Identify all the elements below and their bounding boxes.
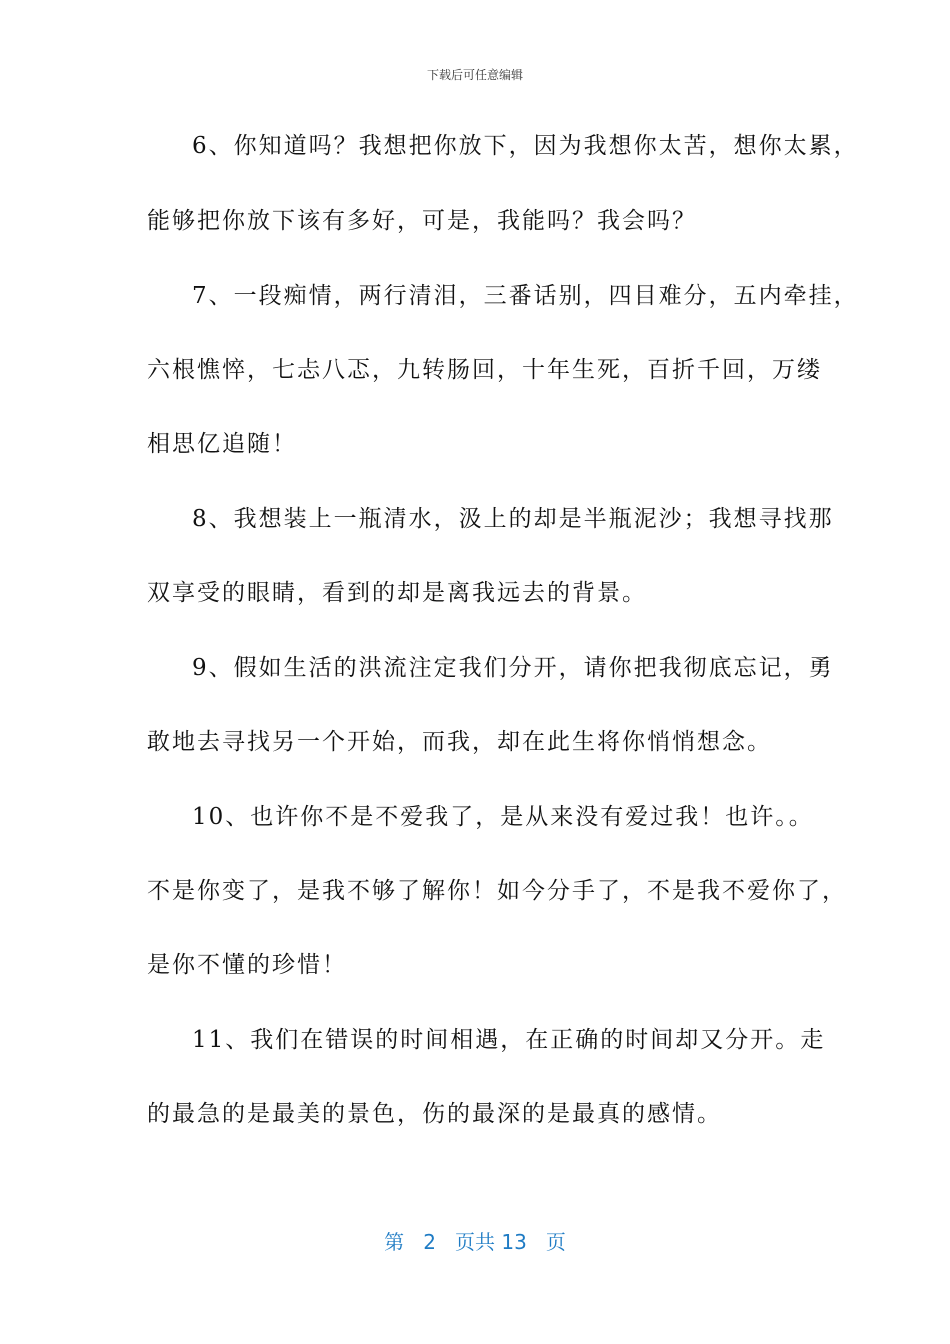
footer-suffix: 页: [545, 1230, 566, 1254]
paragraph-11-line-2: 的最急的是最美的景色，伤的最深的是最真的感情。: [147, 1101, 722, 1127]
footer-middle: 页共: [455, 1230, 495, 1254]
paragraph-7-line-1: 7、一段痴情，两行清泪，三番话别，四目难分，五内牵挂，: [192, 283, 859, 309]
paragraph-7-line-3: 相思亿追随！: [147, 431, 297, 457]
paragraph-8-line-1: 8、我想装上一瓶清水，汲上的却是半瓶泥沙；我想寻找那: [192, 506, 834, 532]
paragraph-6-line-2: 能够把你放下该有多好，可是，我能吗？我会吗？: [147, 208, 697, 234]
paragraph-8-line-2: 双享受的眼睛，看到的却是离我远去的背景。: [147, 580, 647, 606]
paragraph-6-line-1: 6、你知道吗？我想把你放下，因为我想你太苦，想你太累，: [192, 133, 859, 159]
footer-total-pages: 13: [501, 1230, 527, 1254]
footer-current-page: 2: [423, 1230, 436, 1254]
page-footer: [0, 1226, 950, 1255]
paragraph-10-line-3: 是你不懂的珍惜！: [147, 952, 347, 978]
footer-prefix: 第: [384, 1230, 405, 1254]
paragraph-10-line-2: 不是你变了，是我不够了解你！如今分手了，不是我不爱你了，: [147, 878, 847, 904]
paragraph-7-line-2: 六根憔悴，七忐八忑，九转肠回，十年生死，百折千回，万缕: [147, 357, 822, 383]
paragraph-10-line-1: 10、也许你不是不爱我了，是从来没有爱过我！也许。。: [192, 804, 814, 830]
paragraph-9-line-1: 9、假如生活的洪流注定我们分开，请你把我彻底忘记，勇: [192, 655, 834, 681]
paragraph-11-line-1: 11、我们在错误的时间相遇，在正确的时间却又分开。走: [192, 1027, 826, 1053]
paragraph-9-line-2: 敢地去寻找另一个开始，而我，却在此生将你悄悄想念。: [147, 729, 772, 755]
page-header: 下载后可任意编辑: [426, 68, 523, 82]
